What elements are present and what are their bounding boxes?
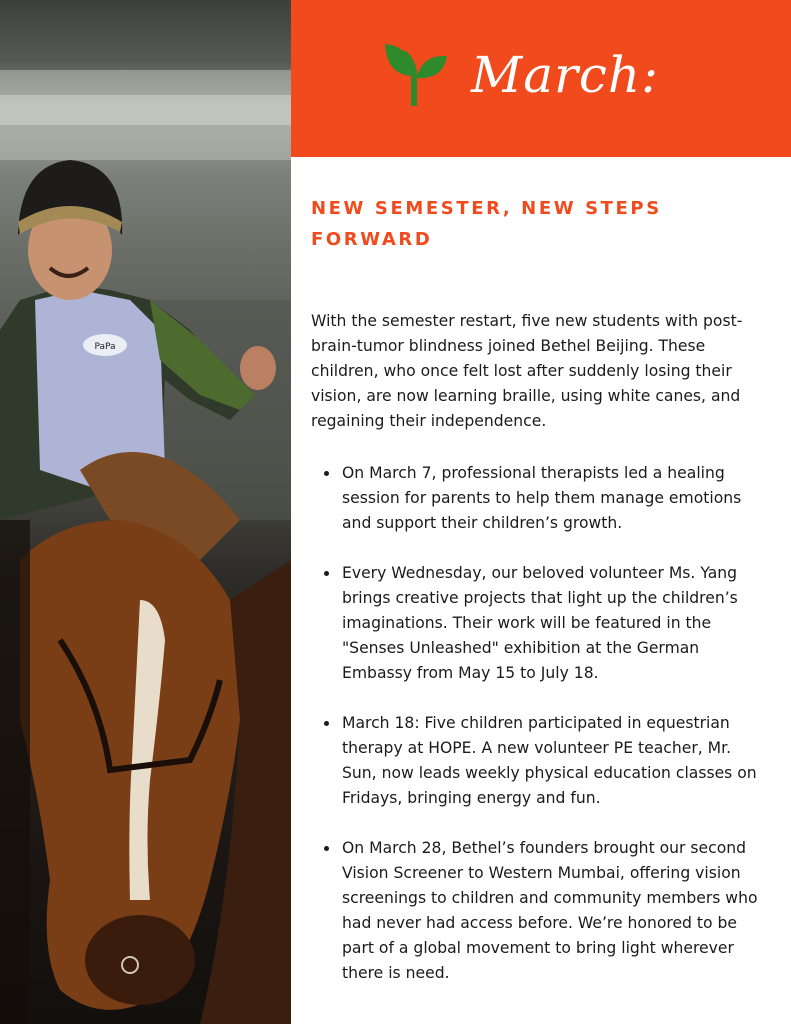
list-item [311,711,762,811]
article-content [311,193,771,1011]
list-item [311,461,762,536]
bullet-dot-icon [324,571,329,576]
list-item-text: Every Wednesday, our beloved volunteer Ms. Yang brings creative projects that light up the children’s imaginations. Their work will be featured in the "Senses Unleashed" exhibition at the German Embassy from May 15 to July 18. [342,564,738,682]
sprout-icon [385,40,447,106]
list-item-text: March 18: Five children participated in equestrian therapy at HOPE. A new volunteer PE teacher, Mr. Sun, now leads weekly physical education classes on Fridays, bringing energy and fun. [342,714,757,807]
photo-illustration [0,0,291,1024]
bullet-dot-icon [324,471,329,476]
month-title: March: [471,46,659,104]
list-item-text: On March 28, Bethel’s founders brought our second Vision Screener to Western Mumbai, offering vision screenings to children and community members who had never had access before. We’re honored to be part of a global movement to bring light wherever there is need. [342,839,758,982]
month-header-band [291,0,791,157]
list-item-text: On March 7, professional therapists led a healing session for parents to help them manage emotions and support their children’s growth. [342,464,742,532]
highlights-list [311,461,771,986]
bullet-dot-icon [324,846,329,851]
section-heading: NEW SEMESTER, NEW STEPS FORWARD [311,198,662,250]
list-item [311,561,762,686]
child-on-horse-photo [0,0,291,1024]
list-item [311,836,762,986]
bullet-dot-icon [324,721,329,726]
intro-paragraph: With the semester restart, five new students with post-brain-tumor blindness joined Bethel Beijing. These children, who once felt lost after suddenly losing their vision, are now learning braille, using white canes, and regaining their independence. [311,312,743,430]
name-tag-label: PaPa [94,342,116,352]
